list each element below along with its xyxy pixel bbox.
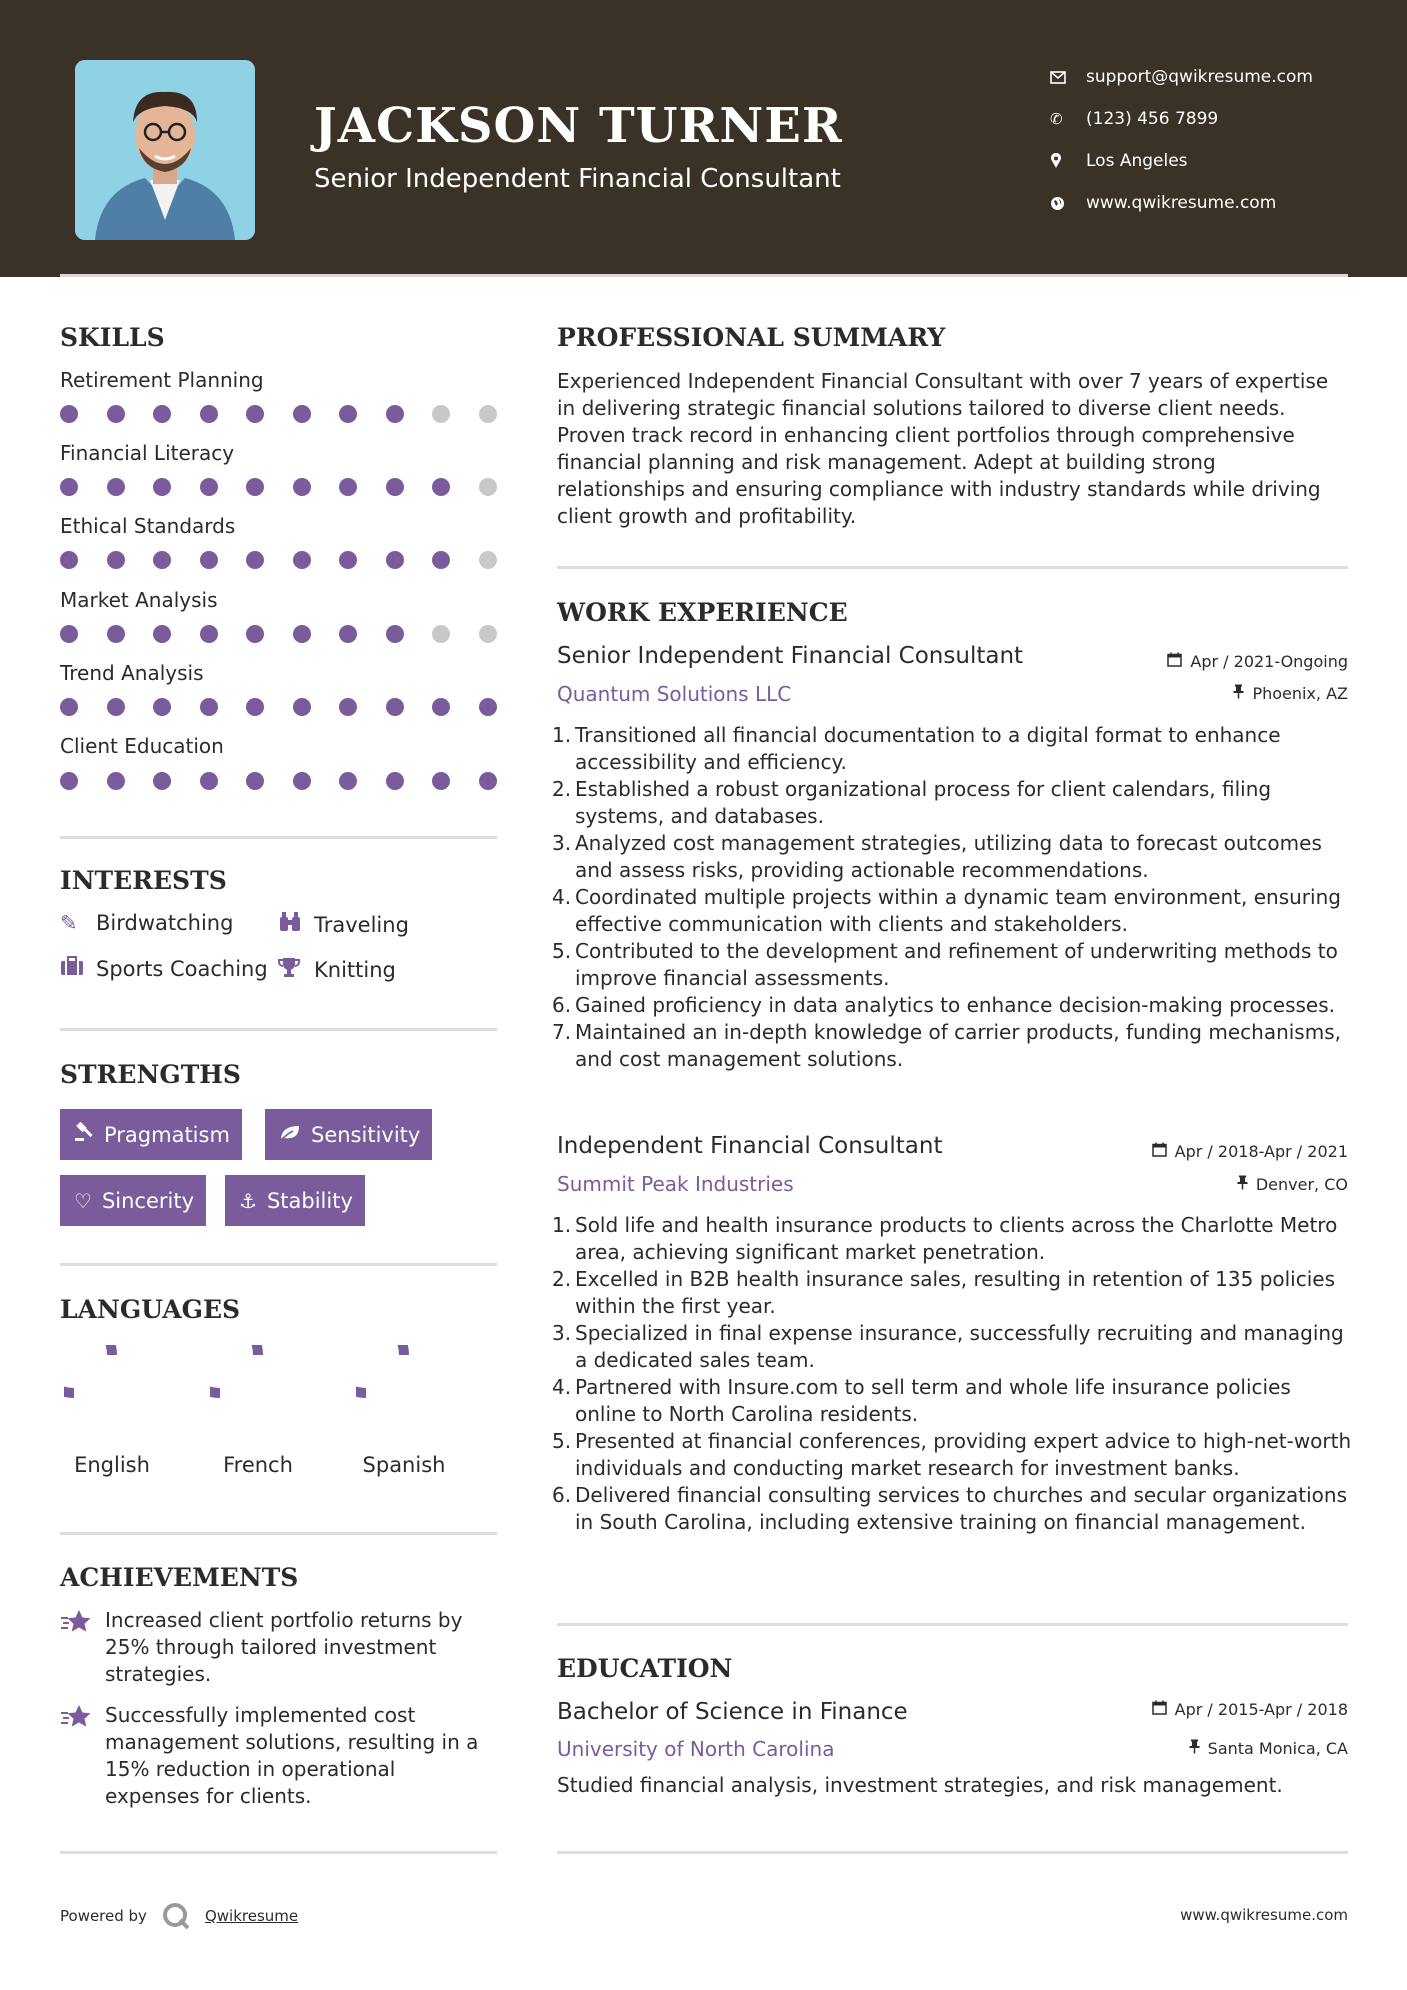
skill-dot-filled [293, 625, 311, 643]
contact-website-text: www.qwikresume.com [1086, 193, 1277, 213]
skill-dot-filled [153, 551, 171, 569]
skill-name: Retirement Planning [60, 368, 264, 392]
skill-dot-filled [386, 478, 404, 496]
header-divider [60, 274, 1348, 277]
list-item: 4. Partnered with Insure.com to sell term and whole life insurance policies online to North Carolina residents. [552, 1375, 1291, 1426]
skill-dot-filled [107, 698, 125, 716]
job-location [1237, 1175, 1348, 1194]
star-icon [60, 1607, 105, 1688]
job-responsibilities [552, 1212, 1357, 1536]
summary-text: Experienced Independent Financial Consultant with over 7 years of expertise in delivering strategic financial solutions tailored to diverse client needs. Proven track record in enhancing client portfolios through comprehensive financial planning and risk management. Adept at building strong relationships and ensuring compliance with industry standards while driving client growth and profitability. [557, 369, 1329, 528]
envelope-icon [1050, 71, 1086, 84]
language-level-ring [356, 1345, 452, 1441]
section-divider [60, 836, 497, 839]
star-icon [60, 1702, 105, 1810]
language-level-arc [210, 1345, 258, 1393]
footer-powered-by [60, 1901, 298, 1931]
skill-dot-filled [293, 772, 311, 790]
list-item: 6. Gained proficiency in data analytics to enhance decision-making processes. [552, 993, 1336, 1017]
list-item: 3. Analyzed cost management strategies, utilizing data to forecast outcomes and assess risks, providing actionable recommendations. [552, 831, 1322, 882]
degree-title: Bachelor of Science in Finance [557, 1699, 908, 1725]
contact-location-text: Los Angeles [1086, 151, 1188, 171]
globe-icon [1050, 196, 1086, 211]
interest-label: Sports Coaching [96, 956, 268, 981]
contact-phone[interactable] [1050, 98, 1313, 140]
job-dates-text: Apr / 2021-Ongoing [1190, 652, 1348, 671]
skill-dot-filled [432, 551, 450, 569]
skill-rating [60, 772, 500, 792]
skill-dot-filled [107, 772, 125, 790]
skill-dot-filled [386, 405, 404, 423]
skill-dot-filled [153, 478, 171, 496]
skill-dot-filled [339, 405, 357, 423]
education-location-text: Santa Monica, CA [1207, 1739, 1348, 1758]
contact-phone-text: (123) 456 7899 [1086, 109, 1219, 129]
list-item: 5. Contributed to the development and refinement of underwriting methods to improve financial assessments. [552, 939, 1338, 990]
language-item [42, 1345, 182, 1477]
skill-dot-filled [339, 625, 357, 643]
skill-dot-filled [60, 625, 78, 643]
list-item: 6. Delivered financial consulting services to churches and secular organizations in South Carolina, including extensive training on financial management. [552, 1483, 1348, 1534]
list-item: 7. Maintained an in-depth knowledge of carrier products, funding mechanisms, and cost management solutions. [552, 1020, 1341, 1071]
qwikresume-logo-icon [161, 1901, 191, 1931]
language-level-ring [64, 1345, 160, 1441]
contact-website[interactable] [1050, 182, 1313, 224]
skill-dot-filled [386, 772, 404, 790]
section-divider [60, 1028, 497, 1031]
phone-icon: ✆ [1050, 110, 1063, 128]
skill-dot-empty [479, 405, 497, 423]
skill-dot-filled [246, 698, 264, 716]
language-label: English [74, 1453, 150, 1477]
calendar-icon [1152, 1142, 1167, 1161]
skill-dot-filled [479, 698, 497, 716]
skill-dot-filled [293, 551, 311, 569]
footer-url[interactable]: www.qwikresume.com [1180, 1906, 1348, 1924]
section-divider [557, 1623, 1348, 1626]
job-location-text: Denver, CO [1255, 1175, 1348, 1194]
skill-dot-filled [246, 772, 264, 790]
skill-dot-filled [339, 478, 357, 496]
skill-dot-filled [60, 698, 78, 716]
job-responsibilities [552, 722, 1357, 1073]
achievement-item [60, 1607, 500, 1688]
interest-item [278, 911, 409, 938]
interest-item [60, 956, 268, 981]
list-item: 2. Excelled in B2B health insurance sales, resulting in retention of 135 policies within the first year. [552, 1267, 1336, 1318]
skill-dot-filled [246, 405, 264, 423]
skill-name: Trend Analysis [60, 661, 204, 685]
skill-name: Client Education [60, 734, 224, 758]
skill-dot-empty [479, 625, 497, 643]
skill-dot-filled [60, 405, 78, 423]
language-level-arc [64, 1345, 112, 1393]
calendar-icon [1152, 1700, 1167, 1719]
skill-rating [60, 625, 500, 645]
interest-item [278, 956, 396, 983]
job-location [1233, 684, 1348, 703]
gavel-icon [74, 1122, 94, 1147]
job-dates-text: Apr / 2018-Apr / 2021 [1174, 1142, 1348, 1161]
achievement-text: Successfully implemented cost management solutions, resulting in a 15% reduction in operational expenses for clients. [105, 1703, 479, 1808]
skill-name: Ethical Standards [60, 514, 236, 538]
skill-dot-filled [339, 551, 357, 569]
list-item: 1. Sold life and health insurance products to clients across the Charlotte Metro area, achieving significant market penetration. [552, 1213, 1338, 1264]
skill-dot-filled [432, 772, 450, 790]
profile-photo [75, 60, 255, 240]
section-divider [60, 1532, 497, 1535]
powered-by-label: Powered by [60, 1907, 147, 1925]
section-divider [60, 1851, 497, 1854]
language-item [188, 1345, 328, 1477]
job-title: Independent Financial Consultant [557, 1133, 943, 1159]
skill-dot-filled [200, 405, 218, 423]
skill-rating [60, 551, 500, 571]
skill-dot-filled [200, 772, 218, 790]
skill-dot-filled [200, 478, 218, 496]
skill-dot-filled [60, 772, 78, 790]
skills-heading: SKILLS [60, 323, 165, 352]
skill-dot-empty [432, 625, 450, 643]
skill-dot-filled [153, 698, 171, 716]
language-level-arc [356, 1345, 404, 1393]
skill-dot-filled [153, 405, 171, 423]
pushpin-icon [1233, 684, 1244, 703]
skill-dot-filled [432, 478, 450, 496]
skill-name: Financial Literacy [60, 441, 235, 465]
strength-tag [60, 1109, 242, 1160]
language-item [334, 1345, 474, 1477]
education-description: Studied financial analysis, investment strategies, and risk management. [557, 1773, 1283, 1797]
skill-dot-filled [293, 478, 311, 496]
language-label: Spanish [362, 1453, 446, 1477]
skill-dot-filled [293, 698, 311, 716]
briefcase-icon [60, 956, 96, 981]
skill-dot-filled [339, 698, 357, 716]
skill-rating [60, 698, 500, 718]
interest-label: Birdwatching [96, 911, 234, 935]
skill-rating [60, 478, 500, 498]
company-name: Summit Peak Industries [557, 1172, 794, 1196]
candidate-name: JACKSON TURNER [314, 98, 843, 154]
trophy-icon [278, 956, 314, 983]
achievements-heading: ACHIEVEMENTS [60, 1563, 299, 1592]
contact-email-text: support@qwikresume.com [1086, 67, 1313, 87]
skill-dot-filled [246, 551, 264, 569]
list-item: 4. Coordinated multiple projects within a dynamic team environment, ensuring effective communication with clients and stakeholders. [552, 885, 1341, 936]
skill-dot-filled [386, 625, 404, 643]
education-dates [1152, 1700, 1348, 1719]
achievement-item [60, 1702, 500, 1810]
heart-icon: ♡ [74, 1188, 92, 1213]
resume-header [0, 0, 1407, 277]
strength-label: Sensitivity [311, 1122, 421, 1147]
pushpin-icon [1237, 1175, 1248, 1194]
skill-dot-filled [107, 625, 125, 643]
education-dates-text: Apr / 2015-Apr / 2018 [1174, 1700, 1348, 1719]
interest-label: Traveling [314, 912, 409, 937]
skill-dot-empty [432, 405, 450, 423]
contact-list [1050, 56, 1313, 224]
qwikresume-link[interactable]: Qwikresume [204, 1907, 299, 1925]
section-divider [557, 1851, 1348, 1854]
skill-dot-filled [60, 478, 78, 496]
skill-dot-filled [200, 551, 218, 569]
language-label: French [223, 1453, 293, 1477]
skill-dot-filled [432, 698, 450, 716]
skill-dot-empty [479, 551, 497, 569]
languages-heading: LANGUAGES [60, 1295, 241, 1324]
education-heading: EDUCATION [557, 1654, 733, 1683]
job-dates [1167, 652, 1348, 671]
anchor-icon: ⚓ [239, 1188, 257, 1213]
company-name: Quantum Solutions LLC [557, 682, 792, 706]
pushpin-icon [1189, 1739, 1200, 1758]
list-item: 5. Presented at financial conferences, providing expert advice to high-net-worth individuals and conducting market research for investment banks. [552, 1429, 1352, 1480]
skill-dot-filled [293, 405, 311, 423]
skill-dot-filled [153, 625, 171, 643]
interest-label: Knitting [314, 957, 396, 982]
section-divider [557, 566, 1348, 569]
leaf-icon [279, 1123, 301, 1147]
skill-dot-filled [386, 698, 404, 716]
language-level-ring [210, 1345, 306, 1441]
school-name: University of North Carolina [557, 1737, 835, 1761]
strength-label: Sincerity [101, 1188, 195, 1213]
interests-heading: INTERESTS [60, 866, 227, 895]
skill-dot-filled [107, 405, 125, 423]
summary-heading: PROFESSIONAL SUMMARY [557, 323, 946, 352]
skill-dot-filled [60, 551, 78, 569]
strength-label: Pragmatism [104, 1122, 230, 1147]
strength-tag [265, 1109, 432, 1160]
skill-dot-filled [339, 772, 357, 790]
strength-tag [60, 1175, 206, 1226]
contact-email[interactable] [1050, 56, 1313, 98]
list-item: 3. Specialized in final expense insurance, successfully recruiting and managing a dedicated sales team. [552, 1321, 1344, 1372]
skill-dot-filled [107, 551, 125, 569]
achievement-text: Increased client portfolio returns by 25% through tailored investment strategies. [105, 1608, 463, 1686]
job-dates [1152, 1142, 1348, 1161]
skill-name: Market Analysis [60, 588, 218, 612]
map-marker-icon [1050, 153, 1086, 169]
section-divider [60, 1263, 497, 1266]
education-location [1189, 1739, 1348, 1758]
skill-dot-filled [386, 551, 404, 569]
strength-label: Stability [266, 1188, 353, 1213]
skill-dot-filled [107, 478, 125, 496]
contact-location [1050, 140, 1313, 182]
edit-icon: ✎ [60, 911, 78, 935]
list-item: 1. Transitioned all financial documentation to a digital format to enhance accessibility and efficiency. [552, 723, 1281, 774]
skill-dot-filled [200, 625, 218, 643]
skill-dot-filled [200, 698, 218, 716]
candidate-title: Senior Independent Financial Consultant [314, 164, 841, 194]
job-title: Senior Independent Financial Consultant [557, 643, 1024, 669]
skill-rating [60, 405, 500, 425]
strengths-heading: STRENGTHS [60, 1060, 241, 1089]
job-location-text: Phoenix, AZ [1252, 684, 1348, 703]
skill-dot-filled [153, 772, 171, 790]
calendar-icon [1167, 652, 1182, 671]
interest-item [60, 911, 233, 935]
strength-tag [225, 1175, 365, 1226]
list-item: 2. Established a robust organizational process for client calendars, filing systems, and databases. [552, 777, 1272, 828]
skill-dot-filled [246, 625, 264, 643]
binoculars-icon [278, 911, 314, 938]
skill-dot-filled [246, 478, 264, 496]
skill-dot-empty [479, 478, 497, 496]
skill-dot-filled [479, 772, 497, 790]
experience-heading: WORK EXPERIENCE [557, 598, 848, 627]
